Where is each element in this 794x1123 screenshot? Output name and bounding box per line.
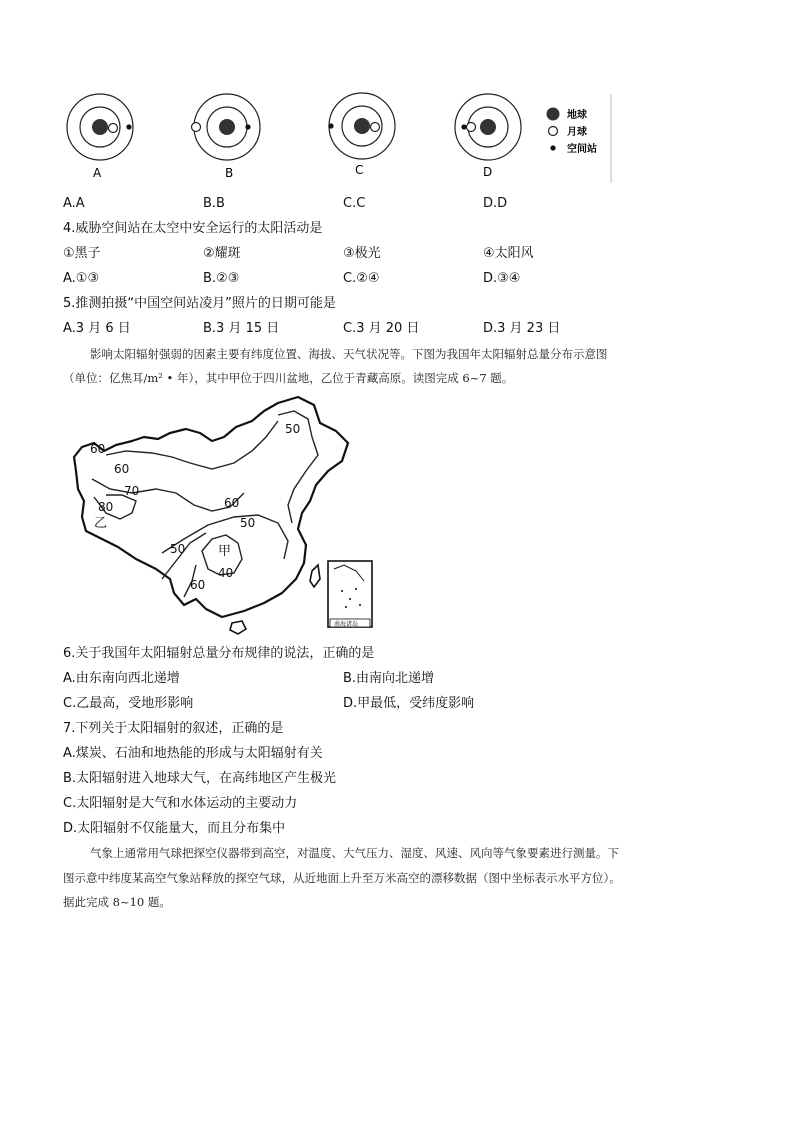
place-yi-label: 乙: [94, 516, 108, 531]
isoline-label-60-c: 60: [224, 496, 240, 510]
q6-option-b: B.由南向北递增: [343, 671, 435, 686]
isoline-label-40: 40: [218, 566, 234, 580]
material-2-line-3: 据此完成 8~10 题。: [63, 895, 171, 909]
q6-option-c: C.乙最高，受地形影响: [63, 696, 194, 711]
legend-moon-icon: [549, 127, 558, 136]
figure-label-b: B: [225, 166, 234, 180]
legend-station-label: 空间站: [567, 144, 597, 155]
orbit-legend: [547, 94, 612, 183]
figure-label-a: A: [93, 166, 102, 180]
place-jia-label: 甲: [218, 544, 232, 559]
q5-option-d: D.3 月 23 日: [483, 321, 561, 336]
q4-item-4: ④太阳风: [483, 246, 534, 261]
q4-option-d: D.③④: [483, 271, 521, 286]
station-b: [245, 124, 250, 129]
solar-radiation-map: [66, 393, 386, 638]
material-1-line-1: 影响太阳辐射强弱的因素主要有纬度位置、海拔、天气状况等。下图为我国年太阳辐射总量分布示意图: [90, 347, 608, 361]
earth-c: [354, 118, 370, 134]
orbit-figure-c: [328, 93, 395, 177]
station-a: [126, 124, 131, 129]
q4-stem: 4.威胁空间站在太空中安全运行的太阳活动是: [63, 221, 323, 236]
isoline-label-70: 70: [124, 484, 140, 498]
q4-item-1: ①黑子: [63, 246, 101, 261]
station-c: [328, 123, 333, 128]
inset-caption: 南海诸岛: [334, 621, 359, 628]
legend-station-icon: [550, 145, 555, 150]
isoline-label-60-s: 60: [190, 578, 206, 592]
moon-b: [192, 123, 201, 132]
q6-stem: 6.关于我国年太阳辐射总量分布规律的说法，正确的是: [63, 646, 375, 661]
q4-option-b: B.②③: [203, 271, 240, 286]
material-1-line-2: （单位：亿焦耳/m² • 年），其中甲位于四川盆地，乙位于青藏高原。读图完成 6~7 题。: [63, 371, 514, 385]
isoline-label-50-ne: 50: [285, 422, 301, 436]
isoline-label-60-b: 60: [114, 462, 130, 476]
q7-option-c: C.太阳辐射是大气和水体运动的主要动力: [63, 796, 298, 811]
moon-d: [467, 123, 476, 132]
china-outline: [74, 397, 348, 617]
station-d: [461, 124, 466, 129]
isoline-label-60-a: 60: [90, 442, 106, 456]
orbit-figure-b: [192, 94, 261, 180]
legend-earth-icon: [547, 108, 560, 121]
earth-a: [92, 119, 108, 135]
orbit-figure-a: [67, 94, 133, 180]
q7-stem: 7.下列关于太阳辐射的叙述，正确的是: [63, 721, 284, 736]
q3-option-a: A.A: [63, 196, 85, 211]
taiwan-island: [310, 565, 320, 587]
figure-label-c: C: [355, 163, 364, 177]
earth-b: [219, 119, 235, 135]
q5-option-c: C.3 月 20 日: [343, 321, 420, 336]
q6-option-a: A.由东南向西北递增: [63, 671, 180, 686]
legend-earth-label: 地球: [567, 110, 587, 121]
material-2-line-2: 图示意中纬度某高空气象站释放的探空气球，从近地面上升至万米高空的漂移数据（图中坐标表示水平方位）。: [63, 871, 621, 885]
q7-option-a: A.煤炭、石油和地热能的形成与太阳辐射有关: [63, 746, 323, 761]
legend-moon-label: 月球: [567, 127, 587, 138]
isoline-label-50-s: 50: [170, 542, 186, 556]
q4-item-3: ③极光: [343, 246, 381, 261]
q7-option-d: D.太阳辐射不仅能量大，而且分布集中: [63, 821, 286, 836]
isoline-south-50: [162, 533, 206, 579]
moon-c: [371, 123, 380, 132]
isoline-north-60: [106, 421, 278, 469]
q4-option-c: C.②④: [343, 271, 380, 286]
q6-option-d: D.甲最低，受纬度影响: [343, 696, 475, 711]
moon-a: [109, 124, 118, 133]
south-china-sea-inset: [328, 561, 372, 628]
material-2-line-1: 气象上通常用气球把探空仪器带到高空，对温度、大气压力、湿度、风速、风向等气象要素进行测量。下: [90, 846, 619, 860]
isoline-label-80: 80: [98, 500, 114, 514]
q7-option-b: B.太阳辐射进入地球大气，在高纬地区产生极光: [63, 771, 337, 786]
q5-option-b: B.3 月 15 日: [203, 321, 280, 336]
q5-stem: 5.推测拍摄“中国空间站凌月”照片的日期可能是: [63, 296, 336, 311]
q3-option-c: C.C: [343, 196, 366, 211]
orbit-figure-d: [455, 94, 521, 179]
q3-option-b: B.B: [203, 196, 225, 211]
q4-option-a: A.①③: [63, 271, 100, 286]
figure-label-d: D: [483, 165, 493, 179]
earth-d: [480, 119, 496, 135]
q4-item-2: ②耀斑: [203, 246, 241, 261]
orbit-diagram: [55, 90, 625, 190]
hainan-island: [230, 621, 246, 634]
q3-option-d: D.D: [483, 196, 508, 211]
isoline-label-50-c: 50: [240, 516, 256, 530]
q5-option-a: A.3 月 6 日: [63, 321, 131, 336]
